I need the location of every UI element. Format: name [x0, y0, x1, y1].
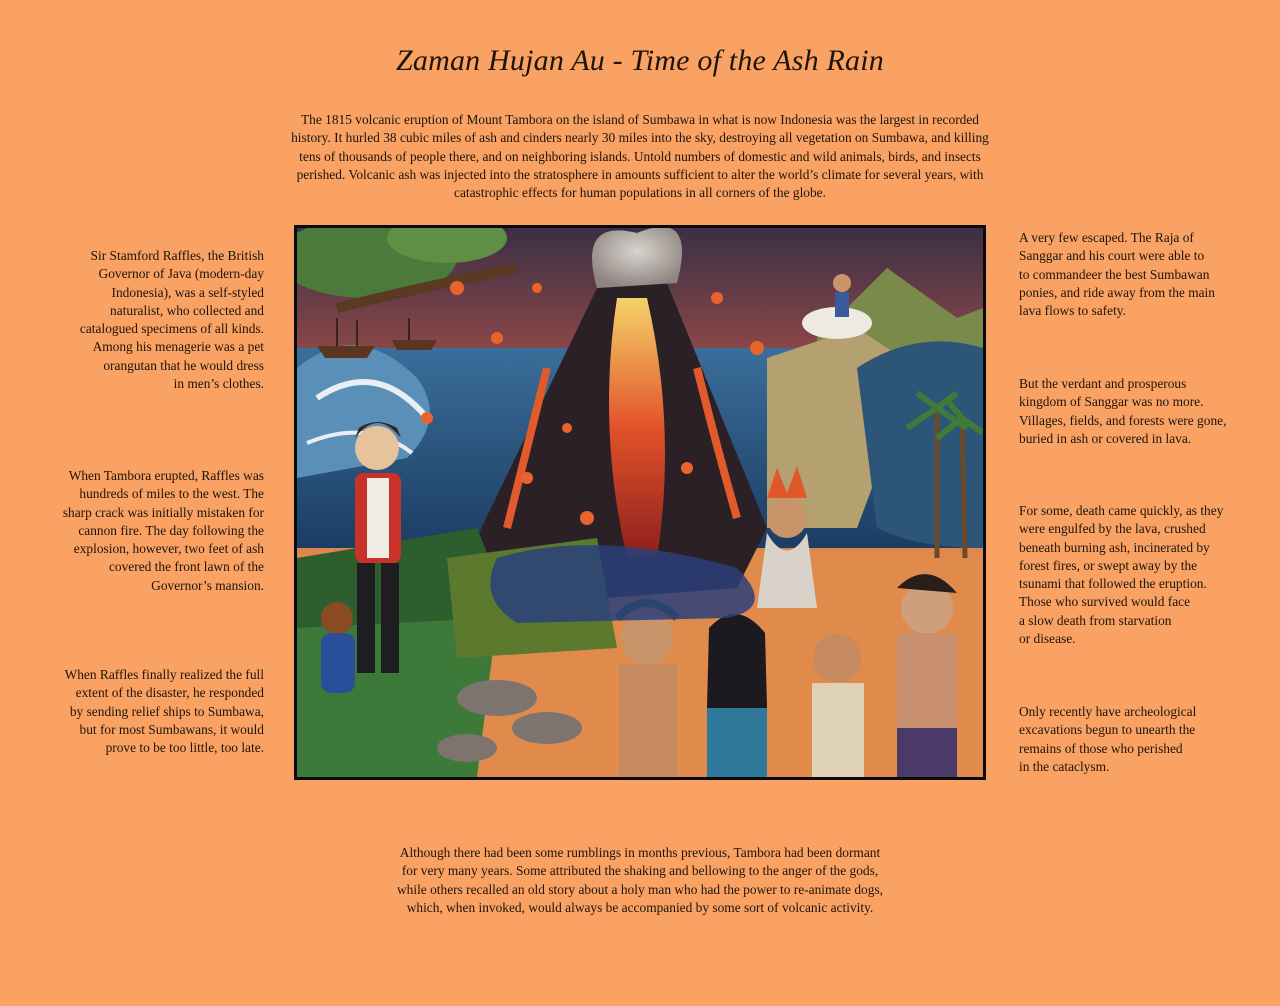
- page-title: Zaman Hujan Au - Time of the Ash Rain: [396, 44, 884, 77]
- orangutan-figure: [321, 602, 355, 693]
- ash-plume: [592, 228, 682, 288]
- outro-paragraph: Although there had been some rumblings in months previous, Tambora had been dormant for very many years. Some attributed the shaking and bellowing to the anger of the gods, while others recalled an old story about a holy man who had the power to re-animate dogs, which, when invoked, would always be accompanied by some sort of volcanic activity.: [396, 845, 883, 915]
- right-paragraph-death: For some, death came quickly, as they were engulfed by the lava, crushed beneath burning ash, incinerated by forest fires, or swept away by the tsunami that followed the eruption. Those who survived would face a slow death from starvation or disease.: [1019, 503, 1224, 647]
- right-paragraph-excavations: Only recently have archeological excavations begun to unearth the remains of those who perished in the cataclysm.: [1019, 704, 1197, 774]
- eruption-painting: [297, 228, 983, 777]
- left-paragraph-relief: When Raffles finally realized the full extent of the disaster, he responded by sending relief ships to Sumbawa, but for most Sumbawans, it would prove to be too little, too late.: [64, 667, 264, 756]
- right-paragraph-escape: A very few escaped. The Raja of Sanggar and his court were able to to commandeer the best Sumbawan ponies, and ride away from the main lava flows to safety.: [1019, 230, 1215, 319]
- left-paragraph-raffles: Sir Stamford Raffles, the British Governor of Java (modern-day Indonesia), was a self-styled naturalist, who collected and catalogued specimens of all kinds. Among his menagerie was a pet orangutan that he would dress in men’s clothes.: [79, 248, 264, 392]
- left-paragraph-eruption: When Tambora erupted, Raffles was hundreds of miles to the west. The sharp crack was initially mistaken for cannon fire. The day following the explosion, however, two feet of ash covered the front lawn of the Governor’s mansion.: [62, 468, 264, 593]
- intro-paragraph: The 1815 volcanic eruption of Mount Tambora on the island of Sumbawa in what is now Indonesia was the largest in recorded history. It hurled 38 cubic miles of ash and cinders nearly 30 miles into the sky, destroying all vegetation on Sumbawa, and killing tens of thousands of people there, and on neighboring islands. Untold numbers of domestic and wild animals, birds, and insects perished. Volcanic ash was injected into the stratosphere in amounts sufficient to alter the world’s climate for several years, with catastrophic effects for human populations in all corners of the globe.: [291, 112, 989, 201]
- right-paragraph-sanggar: But the verdant and prosperous kingdom of Sanggar was no more. Villages, fields, and forests were gone, buried in ash or covered in lava.: [1019, 376, 1227, 446]
- eruption-artwork: [294, 225, 986, 780]
